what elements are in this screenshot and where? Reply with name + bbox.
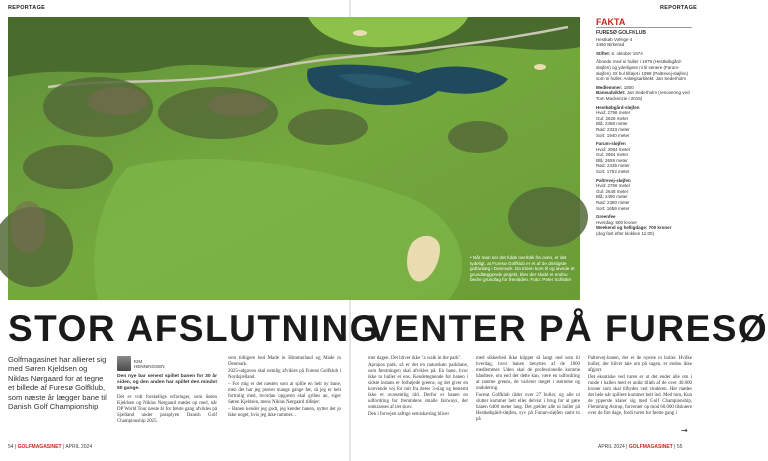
tee-row: Blå: 2490 meter (596, 194, 628, 200)
body-paragraph: Apropos park, så er det en naturskøn parkbane, som førstningen skal afvikles på. En bane, hvor ikke to huller er ens. Kendetegnende for banen i sidste instans er forhøjede greens, og det giver en krævende vej for mit fra deres 3-slag og bestemt ikke et uvæsentlig råd. Derfor er banen en udfordring for fremtidens smalle fairways, der omkranses af tæt skov. (368, 363, 468, 410)
body-column-3 (368, 356, 468, 419)
founded-value: 6. oktober 1974 (611, 50, 643, 56)
loop-name: Farum-sløjfen (596, 141, 626, 147)
members-label: Medlemmer: (596, 84, 623, 90)
tee-row: Gul: 2626 meter (596, 115, 629, 121)
body-column-5 (588, 356, 692, 418)
body-paragraph: Det eksotiske ved turen er at det ender alle om i runde i hallen med et unikt tilløb af de over 40.000 kroner som skal tilbydes ved vinderen. Her mødes det hele når spillere kommer helt ind. Med tom, Kun de ypperste klarer sig med Golf Championship, Flemming Astrup, forventer op mod 60.000 tilskuere over de fire dage, fordi turen for første gang i (588, 375, 692, 416)
tee-row: Hvid: 2796 meter (596, 110, 631, 116)
body-paragraph: Det er vidt forskellige erfaringer, som Søren Kjeldsen og Niklas Nørgaard møder op med, når DP World Tour næste år for første gang afvikles på Sjælland under paraplyen Danish Golf Championship 2025. (117, 395, 217, 424)
tee-row: Hvid: 2756 meter (596, 183, 631, 189)
tee-row: Gul: 2864 meter (596, 152, 629, 158)
section-label-right: REPORTAGE (660, 5, 698, 11)
loop-block (596, 141, 692, 175)
headline-left: STOR AFSLUTNING (8, 308, 380, 349)
tee-row: Sort: 1940 meter (596, 132, 630, 138)
greenfee-block (596, 214, 692, 236)
body-paragraph: med sikkerhed ikke klippet så langt ned som til hverdag, hvor banen benyttes af de 1800 medlemmer. Uden skal de professionelle komme håndtere, om end det dette kan, være en udfordring at ramme greens, de varierer meget i størrelse og ondulering. (476, 356, 580, 391)
body-paragraph: som tidligere hed Made in Himmerland og Made in Denmark. (228, 356, 341, 367)
footer-date-left: APRIL 2024 (65, 444, 93, 450)
body-paragraph: Furesø Golfklub råder over 27 huller, og alle ni slutter kommer helt eller delvist i brug for at gøre banen 6400 meter lang. Det gælder alle ni huller på Hestkøbgård-sløjfen, syv på Farum-sløjfen samt to på (476, 393, 580, 422)
body-column-2 (228, 356, 341, 420)
body-paragraph: mer dagen. Det bliver ikke "a walk in the park". (368, 356, 462, 361)
members-value: 1800 (623, 84, 634, 90)
architect-value: Jan Sederholm (renovering ved Tom Mackenzie i 2015) (596, 90, 690, 101)
headline-right: VENTER PÅ FURESØ (368, 308, 768, 349)
tee-row: Sort: 1753 meter (596, 169, 630, 175)
author-name (134, 359, 165, 370)
greenfee-weekend: Weekend og helligdage: 700 kroner (596, 225, 672, 231)
page-number-left: 54 (8, 444, 14, 450)
club-address-line-1: Hestkøb Vænge 4 (596, 36, 633, 42)
tee-row: Gul: 2648 meter (596, 188, 629, 194)
tee-row: Rød: 2333 meter (596, 126, 630, 132)
club-address-line-2: 3460 Birkerød (596, 42, 625, 48)
continue-arrow-icon: → (681, 426, 688, 435)
author-last-name: HENNINGSEN (134, 364, 165, 370)
section-label-left: REPORTAGE (8, 5, 46, 11)
body-paragraph: Paltrevej-banen, der er de nyeste ni huller. Hvilke huller, der bliver tale om på sagen, er endnu ikke afgjort. (588, 356, 692, 373)
body-paragraph: – For mig er det næsten som at spille en helt ny bane, men det har jeg prøvet mange gange før, så jeg er helt fortrolig med, hvordan opgaven skal gribes an, siger Søren Kjeldsen, mens Niklas Nørgaard tilføjer: (228, 382, 341, 405)
body-column-4 (476, 356, 580, 424)
tee-row: Sort: 1659 meter (596, 205, 630, 211)
body-paragraph: 2025-udgaven skal nemlig afvikles på Furesø Golfklub i Nordsjælland. (228, 369, 341, 380)
page-number-right: 55 (676, 444, 683, 450)
loop-name: Hestkøbgård-sløjfen (596, 104, 640, 110)
founded-label: Stiftet: (596, 50, 611, 56)
club-name: FURESØ GOLFKLUB (596, 30, 646, 36)
greenfee-note: (dog fast efter klokken 11:00) (596, 231, 654, 236)
greenfee-weekday: Hverdag: 600 kroner (596, 219, 638, 225)
fact-heading: FAKTA (596, 17, 692, 28)
footer-brand-left: GOLFMAGASINET (17, 444, 62, 450)
tee-row: Hvid: 3084 meter (596, 146, 631, 152)
footer-brand-right: GOLFMAGASINET (628, 444, 673, 450)
footer-date-right: APRIL 2024 (598, 444, 625, 450)
founded-row (596, 51, 692, 57)
body-paragraph: – Banen kender jeg godt, jeg kender banen, nytter det jo ikke noget, hvis jeg ikke rammer... (228, 407, 341, 418)
loop-block (596, 105, 692, 139)
greenfee-label: Greenfee (596, 214, 616, 220)
author-byline (117, 356, 217, 372)
body-paragraph: Den i forvejen saftige semiskæring bliver (368, 412, 450, 417)
tee-row: Rød: 2380 meter (596, 200, 630, 206)
loop-block (596, 178, 692, 212)
tee-row: Blå: 2468 meter (596, 121, 628, 127)
author-avatar (117, 356, 131, 371)
fact-box (596, 17, 692, 237)
loop-name: Paltrevej-sløjfen (596, 177, 631, 183)
intro-text: Den nye bar senest spillet banen for 30 år siden, og den anden har spillet den mindst 50 gange. (117, 374, 217, 391)
photo-caption: • Når man ser det fulde overblik fra oven, er det tydeligt, at Furesø Golfklub er et af de dristigste golfanlæg i Danmark. Da trioen kom til og lavede et grundlæggende projekt, blev der skabt et endnu bedre grundlag for fremtiden. Foto: Peter Schlüter (470, 255, 575, 283)
body-column-1 (117, 374, 217, 426)
architect-label: Baneudviklet: (596, 90, 626, 96)
author-first-name: KIM (134, 359, 143, 364)
club-history: Åbnede med ni huller i 1979 (Hestkøbgård-sløjfen) og yderligere ni til senere (Farum-sløjfen). Et hul tilføjet i 1998 (Paltrevej-sløjfen) som ni huller. Anlægsarkitekt: Jan Sederholm (596, 59, 689, 82)
tee-row: Blå: 2659 meter (596, 157, 628, 163)
footer-left: 54 | GOLFMAGASINET | APRIL 2024 (8, 444, 93, 450)
footer-right: APRIL 2024 | GOLFMAGASINET | 55 (598, 444, 683, 450)
lead-paragraph: Golfmagasinet har allieret sig med Søren Kjeldsen og Niklas Nørgaard for at tegne et billede af Furesø Golfklub, som næste år lægger bane til Danish Golf Championship (8, 355, 107, 412)
tee-row: Rød: 2435 meter (596, 163, 630, 169)
architect-row (596, 90, 692, 101)
